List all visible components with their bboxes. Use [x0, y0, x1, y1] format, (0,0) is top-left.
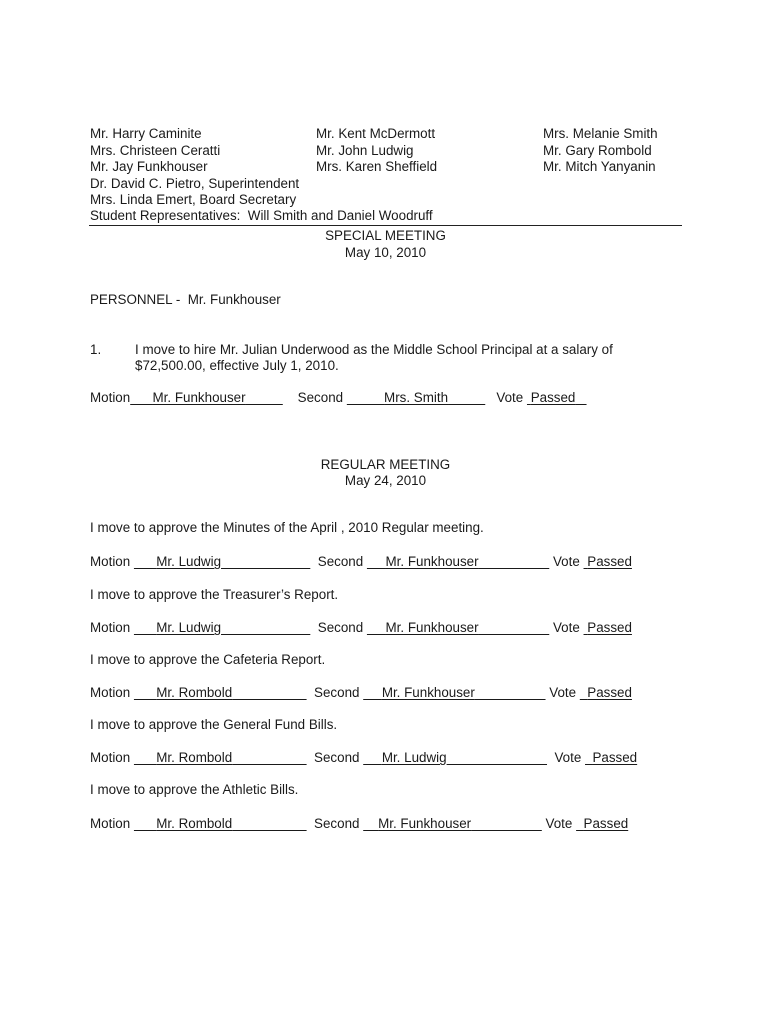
second-label: Second — [317, 554, 364, 569]
motion-label: Motion — [90, 816, 131, 831]
motion-value: Mr. Ludwig — [156, 620, 222, 635]
member-name: Mr. Kent McDermott — [316, 126, 436, 141]
motion-value: Mr. Rombold — [156, 750, 233, 765]
second-label: Second — [314, 750, 360, 765]
vote-label: Vote — [496, 390, 524, 405]
motion-value: Mr. Funkhouser — [152, 390, 246, 405]
second-label: Second — [314, 816, 360, 831]
student-representatives: Student Representatives: Will Smith and Daniel Woodruff — [90, 208, 433, 223]
vote-value: Passed — [583, 816, 629, 831]
motion-text: I move to hire Mr. Julian Underwood as the Middle School Principal at a salary of — [135, 342, 613, 357]
second-label: Second — [317, 620, 364, 635]
second-value: Mr. Ludwig — [381, 750, 447, 765]
special-meeting-heading: SPECIAL MEETING — [325, 228, 446, 243]
motion-value: Mr. Ludwig — [156, 554, 222, 569]
vote-record — [90, 390, 587, 406]
board-secretary-name: Mrs. Linda Emert, Board Secretary — [90, 192, 297, 207]
vote-label: Vote — [552, 620, 580, 635]
motion-text: I move to approve the Minutes of the April , 2010 Regular meeting. — [90, 520, 484, 535]
section-heading: PERSONNEL - Mr. Funkhouser — [90, 292, 281, 307]
superintendent-name: Dr. David C. Pietro, Superintendent — [90, 176, 300, 191]
vote-record — [90, 816, 628, 832]
member-name: Mrs. Melanie Smith — [543, 126, 658, 141]
vote-record — [90, 750, 637, 766]
vote-value: Passed — [587, 685, 632, 700]
vote-record — [90, 620, 632, 636]
regular-meeting-heading: REGULAR MEETING — [320, 457, 451, 472]
vote-label: Vote — [554, 750, 582, 765]
vote-record — [90, 554, 632, 570]
motion-label: Motion — [90, 620, 131, 635]
motion-label: Motion — [90, 390, 131, 405]
vote-value: Passed — [592, 750, 638, 765]
item-number: 1. — [90, 342, 102, 357]
member-name: Mr. Mitch Yanyanin — [543, 159, 656, 174]
motion-label: Motion — [90, 554, 131, 569]
motion-text: I move to approve the General Fund Bills. — [90, 717, 338, 732]
vote-label: Vote — [549, 685, 577, 700]
motion-text: I move to approve the Cafeteria Report. — [90, 652, 326, 667]
vote-value: Passed — [587, 554, 632, 569]
vote-record — [90, 685, 632, 701]
vote-value: Passed — [587, 620, 632, 635]
member-name: Mr. Jay Funkhouser — [90, 159, 208, 174]
vote-label: Vote — [545, 816, 573, 831]
motion-text: I move to approve the Treasurer’s Report. — [90, 587, 339, 602]
motion-text: I move to approve the Athletic Bills. — [90, 782, 299, 797]
second-value: Mrs. Smith — [384, 390, 449, 405]
regular-meeting-date: May 24, 2010 — [344, 473, 427, 488]
second-label: Second — [314, 685, 360, 700]
second-label: Second — [297, 390, 344, 405]
member-name: Mr. Gary Rombold — [543, 143, 652, 158]
member-name: Mr. John Ludwig — [316, 143, 414, 158]
motion-label: Motion — [90, 685, 131, 700]
second-value: Mr. Funkhouser — [385, 620, 479, 635]
motion-text-continued: $72,500.00, effective July 1, 2010. — [135, 358, 339, 373]
vote-label: Vote — [552, 554, 580, 569]
member-name: Mrs. Christeen Ceratti — [90, 143, 221, 158]
member-name: Mr. Harry Caminite — [90, 126, 202, 141]
special-meeting-date: May 10, 2010 — [344, 245, 427, 260]
header-divider — [89, 225, 682, 226]
second-value: Mr. Funkhouser — [378, 816, 472, 831]
motion-label: Motion — [90, 750, 131, 765]
member-name: Mrs. Karen Sheffield — [316, 159, 438, 174]
second-value: Mr. Funkhouser — [381, 685, 475, 700]
vote-value: Passed — [530, 390, 576, 405]
motion-value: Mr. Rombold — [156, 685, 233, 700]
motion-value: Mr. Rombold — [156, 816, 233, 831]
second-value: Mr. Funkhouser — [385, 554, 479, 569]
